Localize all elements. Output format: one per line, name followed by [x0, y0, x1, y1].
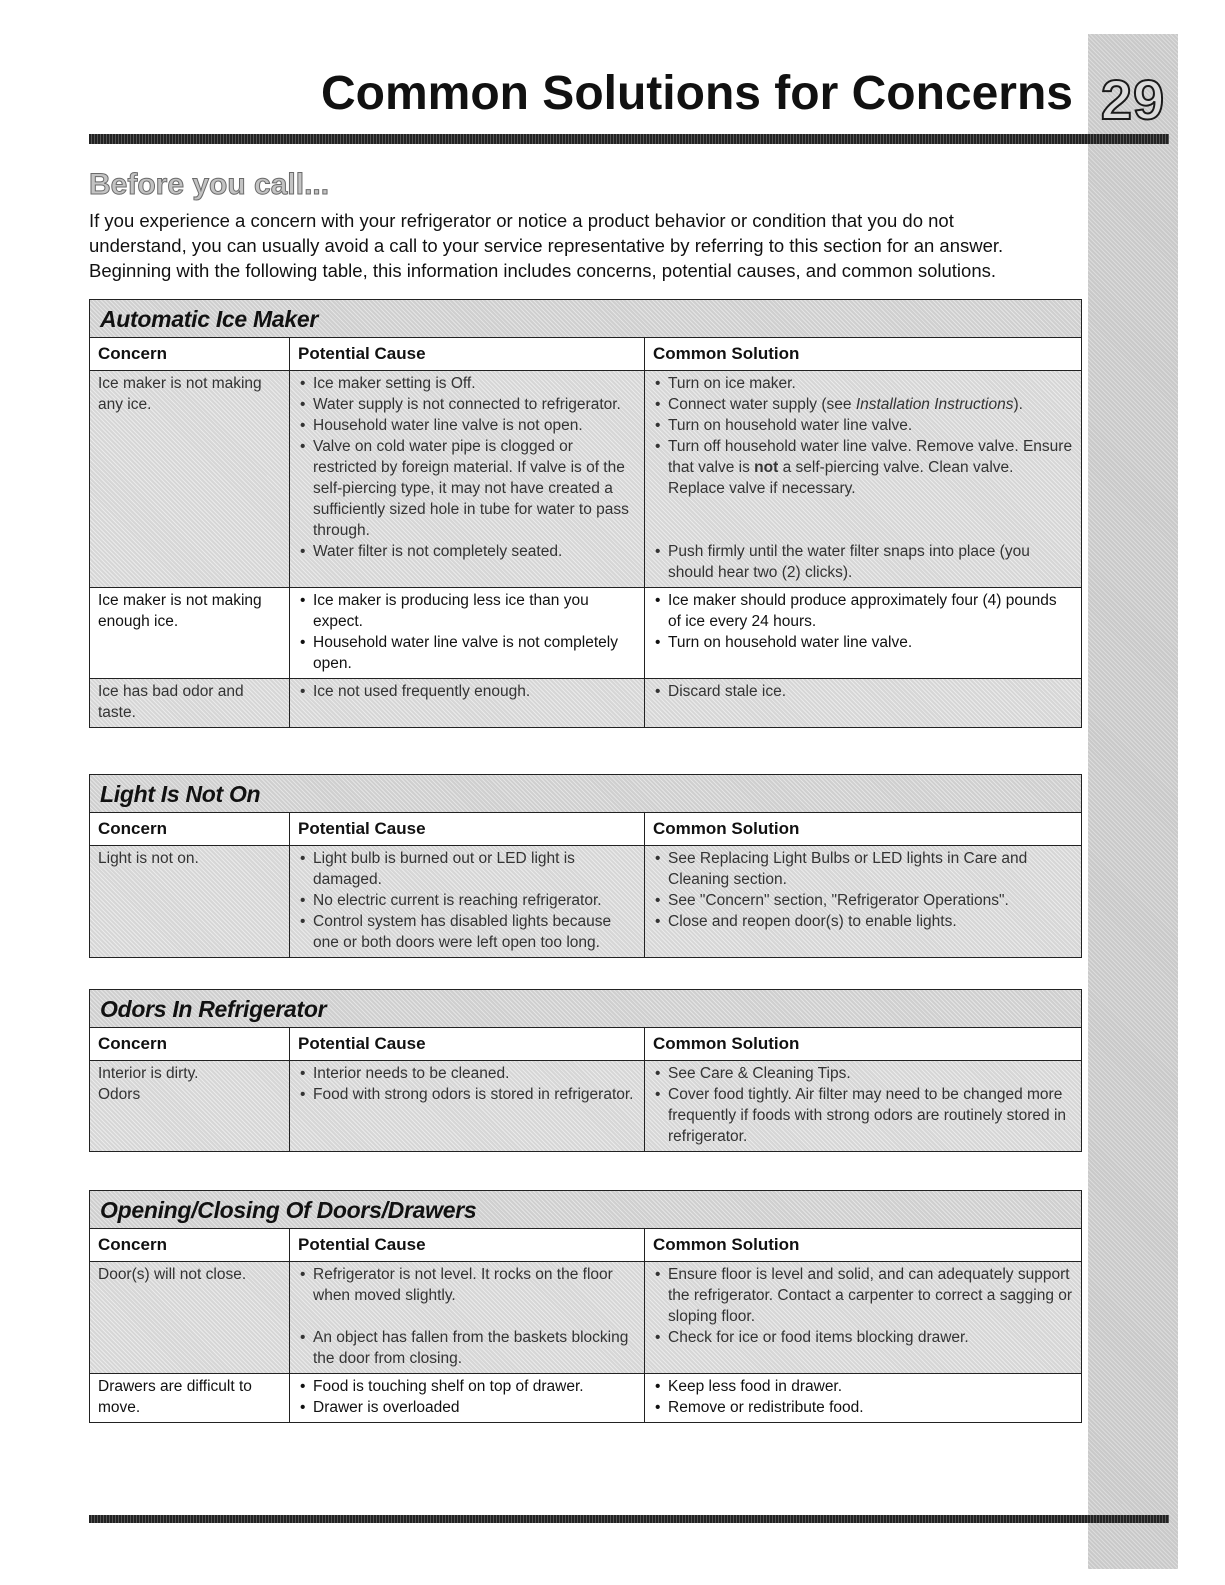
cause-item: • Drawer is overloaded [298, 1397, 636, 1418]
cause-item [298, 1264, 636, 1327]
table-row [90, 679, 1081, 727]
page-title: Common Solutions for Concerns [320, 67, 1073, 120]
intro-line: Beginning with the following table, this information includes concerns, potential causes, and common solutions. [89, 260, 997, 281]
solution-item: • Cover food tightly. Air filter may need to be changed more frequently if foods with strong odors are routinely stored in refrigerator. [653, 1084, 1073, 1147]
bottom-rule [89, 1515, 1169, 1523]
page-number: 29 [1100, 68, 1166, 131]
table-automatic-ice-maker [89, 299, 1082, 728]
header-potential-cause: Potential Cause [290, 1229, 645, 1261]
solution-item: • Turn on household water line valve. [653, 632, 1073, 653]
concern-cell [90, 1061, 290, 1151]
header-common-solution: Common Solution [653, 1034, 800, 1053]
cause-item: • Valve on cold water pipe is clogged or restricted by foreign material. If valve is of the self-piercing type, it may not have created a sufficiently sized hole in tube for water to pass through. [298, 436, 636, 541]
concern-cell: Door(s) will not close. [90, 1262, 290, 1373]
cause-item: • Food is touching shelf on top of drawer. [298, 1376, 636, 1397]
solution-cell [645, 1262, 1081, 1373]
side-tab-strip [1088, 34, 1178, 1569]
solution-text: ). [1013, 396, 1023, 413]
cause-item: • Ice not used frequently enough. [298, 681, 636, 702]
solution-cell [645, 588, 1081, 678]
solution-cell [645, 679, 1081, 727]
table-row [90, 1061, 1081, 1151]
header-concern: Concern [90, 1229, 290, 1261]
solution-item: • See "Concern" section, "Refrigerator Operations". [653, 890, 1073, 911]
table-light-is-not-on [89, 774, 1082, 958]
intro-line: If you experience a concern with your refrigerator or notice a product behavior or condition that you do not [89, 210, 954, 231]
header-common-solution: Common Solution [653, 819, 800, 838]
solution-item: • Push firmly until the water filter snaps into place (you should hear two (2) clicks). [653, 541, 1073, 583]
cause-cell [290, 1262, 645, 1373]
solution-item: • Turn on household water line valve. [653, 415, 1073, 436]
concern-cell: Ice maker is not making any ice. [90, 371, 290, 587]
table-title: Light Is Not On [90, 775, 1081, 813]
solution-item: • Ensure floor is level and solid, and can adequately support the refrigerator. Contact a carpenter to correct a sagging or sloping floor. [653, 1264, 1073, 1327]
solution-emphasis: not [754, 459, 779, 476]
concern-text: Odors [98, 1086, 141, 1103]
solution-cell [645, 1061, 1081, 1151]
table-odors-in-refrigerator [89, 989, 1082, 1152]
cause-item: • Water filter is not completely seated. [298, 541, 636, 562]
solution-text: a self-piercing valve. Clean valve. Replace valve if necessary. [668, 459, 1014, 497]
header-concern: Concern [90, 338, 290, 370]
solution-cell [645, 1374, 1081, 1422]
concern-text: Interior is dirty. [98, 1065, 199, 1082]
cause-item: • Control system has disabled lights because one or both doors were left open too long. [298, 911, 636, 953]
header-common-solution: Common Solution [653, 344, 800, 363]
cause-item: • Food with strong odors is stored in refrigerator. [298, 1084, 636, 1105]
header-concern: Concern [90, 1028, 290, 1060]
cause-item: • Ice maker is producing less ice than you expect. [298, 590, 636, 632]
table-header-row [90, 338, 1081, 371]
solution-item [653, 394, 1073, 415]
concern-cell: Light is not on. [90, 846, 290, 957]
solution-item: • Check for ice or food items blocking drawer. [653, 1327, 1073, 1348]
table-title: Odors In Refrigerator [90, 990, 1081, 1028]
cause-item: • Water supply is not connected to refrigerator. [298, 394, 636, 415]
table-header-row [90, 813, 1081, 846]
cause-cell [290, 679, 645, 727]
concern-cell: Drawers are difficult to move. [90, 1374, 290, 1422]
header-potential-cause: Potential Cause [290, 813, 645, 845]
cause-item: • No electric current is reaching refrigerator. [298, 890, 636, 911]
solution-item: • Remove or redistribute food. [653, 1397, 1073, 1418]
header-potential-cause: Potential Cause [290, 338, 645, 370]
cause-cell [290, 846, 645, 957]
intro-paragraph [89, 208, 1074, 283]
table-row [90, 588, 1081, 679]
table-row [90, 1262, 1081, 1374]
table-row [90, 846, 1081, 957]
header-common-solution: Common Solution [653, 1235, 800, 1254]
cause-item: • Ice maker setting is Off. [298, 373, 636, 394]
cause-item: • Household water line valve is not open. [298, 415, 636, 436]
header-concern: Concern [90, 813, 290, 845]
solution-item: • Close and reopen door(s) to enable lights. [653, 911, 1073, 932]
cause-text: Refrigerator is not level. It rocks on the floor when moved slightly. [313, 1266, 613, 1304]
table-header-row [90, 1229, 1081, 1262]
solution-cell [645, 371, 1081, 587]
cause-cell [290, 588, 645, 678]
solution-cell [645, 846, 1081, 957]
solution-item: • See Care & Cleaning Tips. [653, 1063, 1073, 1084]
table-header-row [90, 1028, 1081, 1061]
solution-item: • Turn on ice maker. [653, 373, 1073, 394]
solution-item: • Discard stale ice. [653, 681, 1073, 702]
intro-line: understand, you can usually avoid a call to your service representative by referring to this section for an answer. [89, 235, 1004, 256]
table-title: Opening/Closing Of Doors/Drawers [90, 1191, 1081, 1229]
table-row [90, 371, 1081, 588]
solution-text: Connect water supply (see [668, 396, 856, 413]
cause-cell [290, 371, 645, 587]
cause-item: • Interior needs to be cleaned. [298, 1063, 636, 1084]
header-potential-cause: Potential Cause [290, 1028, 645, 1060]
table-row [90, 1374, 1081, 1422]
solution-item: • Keep less food in drawer. [653, 1376, 1073, 1397]
cause-item: • An object has fallen from the baskets blocking the door from closing. [298, 1327, 636, 1369]
installation-instructions-ref: Installation Instructions [855, 396, 1014, 413]
section-heading: Before you call... [89, 168, 330, 201]
solution-item: • See Replacing Light Bulbs or LED lights in Care and Cleaning section. [653, 848, 1073, 890]
cause-cell [290, 1374, 645, 1422]
table-opening-closing-doors-drawers [89, 1190, 1082, 1423]
solution-item: • Ice maker should produce approximately four (4) pounds of ice every 24 hours. [653, 590, 1073, 632]
solution-text: Turn off household water line valve. Remove valve. Ensure that valve is [668, 438, 1073, 476]
cause-cell [290, 1061, 645, 1151]
solution-item [653, 436, 1073, 541]
top-rule [89, 134, 1169, 144]
cause-item: • Household water line valve is not completely open. [298, 632, 636, 674]
table-title: Automatic Ice Maker [90, 300, 1081, 338]
concern-cell: Ice has bad odor and taste. [90, 679, 290, 727]
cause-item: • Light bulb is burned out or LED light is damaged. [298, 848, 636, 890]
concern-cell: Ice maker is not making enough ice. [90, 588, 290, 678]
